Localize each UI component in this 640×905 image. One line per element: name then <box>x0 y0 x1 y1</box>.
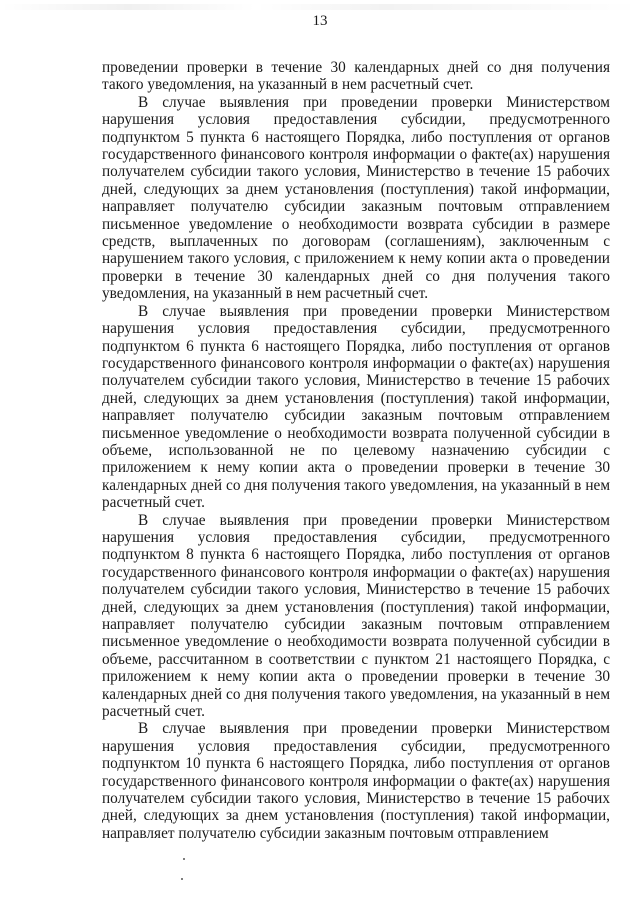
document-body <box>102 59 610 842</box>
paragraph-continuation: проведении проверки в течение 30 календарных дней со дня получения такого уведомления, на указанный в нем расчетный счет. <box>102 59 610 94</box>
scan-speck <box>181 878 183 880</box>
page-number: 13 <box>312 13 328 29</box>
paragraph: В случае выявления при проведении проверки Министерством нарушения условия предоставления субсидии, предусмотренного подпунктом 6 пункта 6 настоящего Порядка, либо поступления от органов государственного финансового контроля информации о факте(ах) нарушения получателем субсидии такого условия, Министерство в течение 15 рабочих дней, следующих за днем установления (поступления) такой информации, направляет получателю субсидии заказным почтовым отправлением письменное уведомление о необходимости возврата полученной субсидии в объеме, использованной не по целевому назначению субсидии с приложением к нему копии акта о проведении проверки в течение 30 календарных дней со дня получения такого уведомления, на указанный в нем расчетный счет. <box>102 302 610 512</box>
paragraph: В случае выявления при проведении проверки Министерством нарушения условия предоставления субсидии, предусмотренного подпунктом 8 пункта 6 настоящего Порядка, либо поступления от органов государственного финансового контроля информации о факте(ах) нарушения получателем субсидии такого условия, Министерство в течение 15 рабочих дней, следующих за днем установления (поступления) такой информации, направляет получателю субсидии заказным почтовым отправлением письменное уведомление о необходимости возврата полученной субсидии в объеме, рассчитанном в соответствии с пунктом 21 настоящего Порядка, с приложением к нему копии акта о проведении проверки в течение 30 календарных дней со дня получения такого уведомления, на указанный в нем расчетный счет. <box>102 511 610 721</box>
paragraph: В случае выявления при проведении проверки Министерством нарушения условия предоставления субсидии, предусмотренного подпунктом 5 пункта 6 настоящего Порядка, либо поступления от органов государственного финансового контроля информации о факте(ах) нарушения получателем субсидии такого условия, Министерство в течение 15 рабочих дней, следующих за днем установления (поступления) такой информации, направляет получателю субсидии заказным почтовым отправлением письменное уведомление о необходимости возврата субсидии в размере средств, выплаченных по договорам (соглашениям), заключенным с нарушением такого условия, с приложением к нему копии акта о проведении проверки в течение 30 календарных дней со дня получения такого уведомления, на указанный в нем расчетный счет. <box>102 93 610 303</box>
scan-artifact <box>0 4 640 10</box>
paragraph: В случае выявления при проведении проверки Министерством нарушения условия предоставления субсидии, предусмотренного подпунктом 10 пункта 6 настоящего Порядка, либо поступления от органов государственного финансового контроля информации о факте(ах) нарушения получателем субсидии такого условия, Министерство в течение 15 рабочих дней, следующих за днем установления (поступления) такой информации, направляет получателю субсидии заказным почтовым отправлением <box>102 720 610 842</box>
scan-speck <box>183 858 185 860</box>
